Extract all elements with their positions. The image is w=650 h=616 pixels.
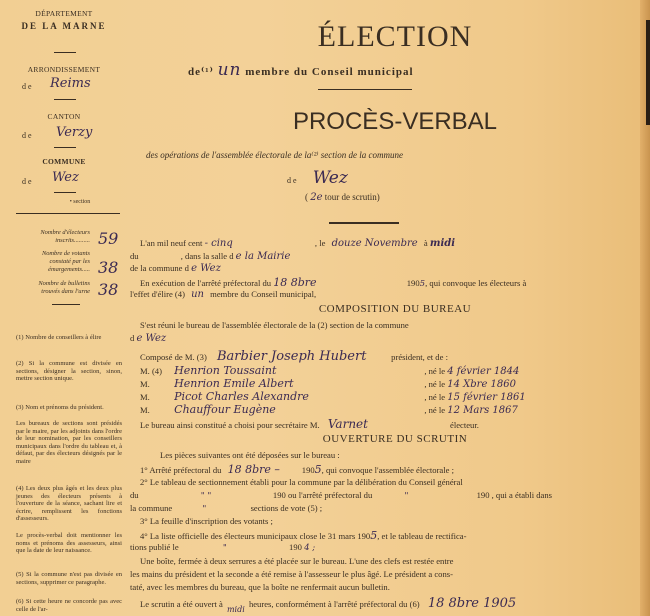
assessor-name-handwritten: Henrion Toussaint [174,364,277,377]
text: à [423,238,428,248]
assessor-birthdate-handwritten: 14 Xbre 1860 [447,379,516,390]
tour-number-handwritten: 2e [310,192,323,203]
secretary-name-handwritten: Varnet [327,417,368,431]
text: M. [140,379,150,389]
line-pieces: Les pièces suivantes ont été déposées sur le bureau : [160,450,340,460]
subtitle-prefix: de⁽¹⁾ [188,66,214,78]
line-bureau: S'est réuni le bureau de l'assemblée électorale de la (2) section de la commune [140,320,409,330]
assessor-birthdate-handwritten: 12 Mars 1867 [447,405,518,416]
line-piece-4b [130,542,315,553]
year-handwritten: - cinq [204,238,233,249]
text: du [130,251,139,261]
divider [54,99,76,100]
line-scrutin-ouvert [140,596,516,614]
line-piece-2c [130,503,322,514]
line-salle [130,251,290,262]
count-handwritten: un [191,289,204,300]
footnote-2: (2) Si la commune est divisée en sections, désigner la section, sinon, mettre section unique. [16,360,122,383]
commune-handwritten: e Wez [136,333,167,344]
assessor-row [140,390,526,403]
footnote-3: (3) Nom et prénoms du président. [16,404,104,411]
text: , et le tableau de rectifica- [377,531,467,541]
assessor-row [140,364,519,377]
text: , né le [424,392,446,402]
divider [54,147,76,148]
commune-handwritten: e Wez [191,263,221,274]
line-boite-2: les mains du président et la seconde a été remise à l'assesseur le plus âgé. Le président a cons- [130,569,453,579]
stat-label-inscrits: Nombre d'électeurs inscrits.......... [40,229,90,244]
date-handwritten: douze Novembre [331,238,418,249]
text: heures, conformément à l'arrêté préfectoral du (6) [248,599,420,609]
text: président, et de : [391,352,448,362]
text: , né le [424,379,446,389]
ditto-handwritten: " [222,543,227,553]
line-boite-1: Une boîte, fermée à deux serrures a été placée sur le bureau. L'une des clefs est restée entre [140,556,454,566]
pv-commune [287,168,348,188]
commune-prefix: d e [22,177,32,186]
line-boite-3: taté, avec les membres du bureau, que la boîte ne renfermait aucun bulletin. [130,582,390,592]
stat-value-bulletins: 38 [98,280,119,299]
subtitle-text: membre du Conseil municipal [245,66,414,78]
ornament-divider [318,89,412,90]
time-handwritten: midi [429,238,456,249]
line-piece-3: 3° La feuille d'inscription des votants ; [140,516,273,526]
text: la commune [130,503,173,513]
text: tions publié le [130,542,179,552]
arrondissement-value: Reims [50,76,91,91]
text: électeur. [450,420,479,430]
line-piece-1 [140,463,454,476]
divider [54,192,76,193]
assessor-name-handwritten: Picot Charles Alexandre [174,390,309,403]
ditto-handwritten: " [202,504,207,514]
text: , né le [424,366,446,376]
arrondissement-label: ARRONDISSEMENT [27,65,101,74]
text: Le bureau ainsi constitué a choisi pour secrétaire M. [140,420,320,430]
line-bureau-commune [130,333,166,344]
stat-value-inscrits: 59 [98,229,119,248]
text: membre du Conseil municipal, [210,289,317,299]
line-secretary [140,417,479,431]
departement-value: DE LA MARNE [21,21,107,31]
president-name-handwritten: Barbier Joseph Hubert [217,349,367,364]
assessor-name-handwritten: Henrion Emile Albert [174,377,294,390]
text: du [130,490,139,500]
text: 190 [301,465,315,475]
arrondissement-prefix: d e [22,82,32,91]
text: , qui convoque les électeurs à [425,278,527,288]
footnote-5: (5) Si la commune n'est pas divisée en sections, supprimer ce paragraphe. [16,571,122,586]
line-piece-4 [140,529,466,542]
line-commune [130,263,221,274]
year-digit-handwritten: 5 [370,529,378,542]
year-digit-handwritten: 5 [314,463,322,476]
line-president [140,349,448,364]
line-piece-2b [130,490,552,501]
canton-prefix: d e [22,131,32,140]
canton-value: Verzy [56,125,93,140]
canton-label: CANTON [47,112,81,121]
text: 4° La liste officielle des électeurs municipaux close le 31 mars 190 [140,531,371,541]
text: d [130,333,135,343]
text: En exécution de l'arrêté préfectoral du [140,278,272,288]
divider [16,213,120,214]
proces-verbal-subtitle: des opérations de l'assemblée électorale de la⁽²⁾ section de la commune [146,150,403,160]
composition-heading: COMPOSITION DU BUREAU [318,303,472,315]
text: M. (4) [140,366,162,376]
text: 1° Arrêté préfectoral du [140,465,222,475]
commune-label: COMMUNE [42,157,86,166]
tour-de-scrutin [305,192,380,203]
arrete-date-handwritten: 18 8bre [273,276,317,289]
text: Composé de M. (3) [140,352,207,362]
departement-label: DÉPARTEMENT [35,9,93,18]
text: , qui convoque l'assemblée électorale ; [321,465,454,475]
text: , le [314,238,326,248]
text: sections de vote (5) ; [250,503,323,513]
paren-open: ( [305,192,308,202]
commune-prefix: d e [287,176,297,185]
proces-verbal-title: PROCÈS-VERBAL [292,108,498,135]
stat-value-votants: 38 [98,258,119,277]
text: M. [140,392,150,402]
line-elire [130,289,316,300]
line-date [140,238,455,249]
assessor-birthdate-handwritten: 15 février 1861 [447,392,526,403]
text: L'an mil neuf cent [140,238,203,248]
text: 190 [289,542,302,552]
arrete-date-handwritten: 18 8bre 1905 [427,596,517,611]
member-count-handwritten: un [217,60,242,80]
stat-label-votants: Nombre de votants constaté par les émargements..... [41,250,90,273]
assessor-row [140,403,518,416]
assessor-row [140,377,516,390]
text: 190 , qui a établi dans [476,490,553,500]
text: Le scrutin a été ouvert à [140,599,223,609]
ditto-handwritten: " " [200,491,212,501]
text: , né le [424,405,446,415]
text: l'effet d'élire (4) [130,289,185,299]
line-piece-2: 2° Le tableau de sectionnement établi pour la commune par la délibération du Conseil général [140,477,463,487]
tour-label: tour de scrutin) [324,192,380,202]
year-digit-handwritten: 5 [419,279,426,289]
text: 190 ou l'arrêté préfectoral du [272,490,373,500]
footnote-3-detail: Les bureaux de sections sont présidés par le maire, par les adjoints dans l'ordre de leur nomination, par les conseillers municipaux dans l'ordre du tableau et, à défaut, par des électeurs désignés par le maire [16,420,122,465]
ouverture-heading: OUVERTURE DU SCRUTIN [322,433,468,445]
stat-label-bulletins: Nombre de bulletins trouvés dans l'urne [38,280,90,295]
opening-time-handwritten: midi [226,605,245,614]
footnote-6: (6) Si cette heure ne concorde pas avec celle de l'ar- [16,598,122,613]
section-label: • section [69,199,91,205]
footnote-4: (4) Les deux plus âgés et les deux plus jeunes des électeurs présents à l'ouverture de la séance, sachant lire et écrire, remplissent les fonctions d'assesseurs. [16,485,122,523]
commune-value: Wez [52,170,79,185]
text: de la commune d [130,263,189,273]
line-arrete [140,276,526,289]
footnote-1: (1) Nombre de conseillers à élire [16,334,102,341]
text: , dans la salle d [180,251,234,261]
footnote-4-detail: Le procès-verbal doit mentionner les noms et prénoms des assesseurs, ainsi que la date de leur naissance. [16,532,122,555]
text: M. [140,405,150,415]
salle-handwritten: e la Mairie [235,251,291,262]
election-title: ÉLECTION [317,20,473,53]
divider [329,222,399,224]
assessor-birthdate-handwritten: 4 février 1844 [447,366,520,377]
commune-handwritten: Wez [312,168,348,188]
assessor-name-handwritten: Chauffour Eugène [174,403,276,416]
year-digit-handwritten: 4 ; [304,543,316,553]
ditto-handwritten: " [404,491,409,501]
arrete-date-handwritten: 18 8bre – [227,463,280,476]
text: 190 [406,278,420,288]
election-subtitle [188,60,414,80]
